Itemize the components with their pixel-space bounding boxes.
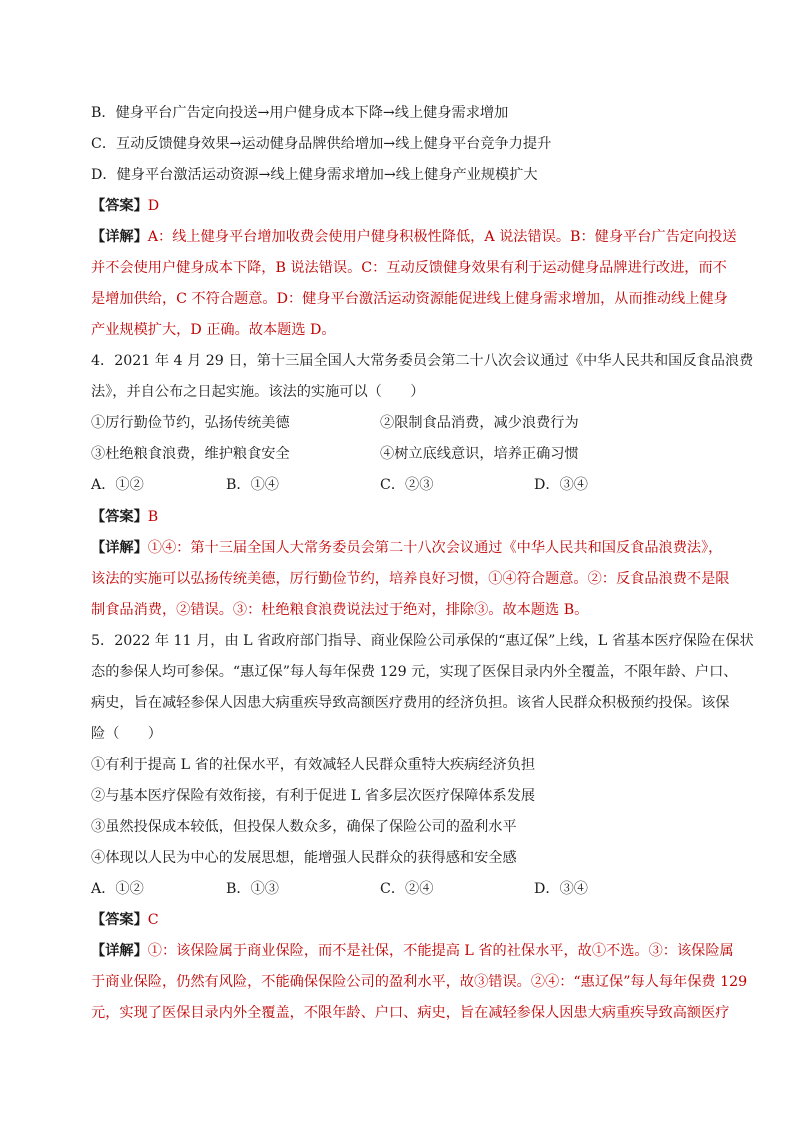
q3-answer (91, 196, 159, 216)
q5-answer (91, 910, 159, 930)
explain-text: ①④：第十三届全国人大常务委员会第二十八次会议通过《中华人民共和国反食品浪费法》， (147, 540, 723, 556)
answer-label: 【答案】 (91, 912, 148, 928)
q3-option-c: C．互动反馈健身效果→运动健身品牌供给增加→线上健身平台竞争力提升 (91, 136, 552, 152)
q5-item-3: ③虽然投保成本较低，但投保人数众多，确保了保险公司的盈利水平 (91, 819, 517, 835)
q5-explain-line: 于商业保险，仍然有风险，不能确保保险公司的盈利水平，故③错误。②④：“惠辽保”每人每年保费 129 (91, 974, 748, 990)
q3-option-b: B．健身平台广告定向投送→用户健身成本下降→线上健身需求增加 (91, 105, 509, 121)
q5-explain-line: 元，实现了医保目录内外全覆盖，不限年龄、户口、病史，旨在减轻参保人因患大病重疾导致高额医疗 (91, 1005, 730, 1021)
q3-explain-line: 是增加供给，C 不符合题意。D：健身平台激活运动资源能促进线上健身需求增加，从而推动线上健身 (91, 291, 728, 307)
explain-text: A：线上健身平台增加收费会使用户健身积极性降低，A 说法错误。B：健身平台广告定向投送 (147, 229, 737, 245)
q5-choice-b: B．①③ (226, 881, 279, 897)
q5-explain-line (91, 941, 734, 961)
q5-stem-line: 病史，旨在减轻参保人因患大病重疾导致高额医疗费用的经济负担。该省人民群众积极预约投保。该保 (91, 695, 730, 711)
answer-value: C (147, 912, 159, 928)
q4-choice-c: C．②③ (380, 477, 434, 493)
q4-stem-line: 法》，并自公布之日起实施。该法的实施可以（ ） (91, 384, 425, 400)
q4-choice-a: A．①② (91, 477, 144, 493)
q5-stem-line: 险（ ） (91, 726, 162, 742)
answer-label: 【答案】 (91, 198, 148, 214)
q4-explain-line: 制食品消费，②错误。③：杜绝粮食浪费说法过于绝对，排除③。故本题选 B。 (91, 602, 589, 618)
answer-value: B (147, 509, 159, 525)
q5-choice-a: A．①② (91, 881, 144, 897)
explain-text: ①：该保险属于商业保险，而不是社保，不能提高 L 省的社保水平，故①不选。③：该保险属 (147, 943, 734, 959)
q4-explain-line (91, 538, 722, 558)
q5-choice-d: D．③④ (534, 881, 588, 897)
q4-item-1: ①厉行勤俭节约，弘扬传统美德 (91, 415, 290, 431)
q4-explain-line: 该法的实施可以弘扬传统美德，厉行勤俭节约，培养良好习惯，①④符合题意。②：反食品浪费不是限 (91, 571, 730, 587)
q4-item-2: ②限制食品消费，减少浪费行为 (380, 415, 579, 431)
q5-item-1: ①有利于提高 L 省的社保水平，有效减轻人民群众重特大疾病经济负担 (91, 757, 536, 773)
q4-stem-line: 4．2021 年 4 月 29 日，第十三届全国人大常务委员会第二十八次会议通过《中华人民共和国反食品浪费 (91, 353, 754, 369)
q3-explain-line: 并不会使用户健身成本下降，B 说法错误。C：互动反馈健身效果有利于运动健身品牌进行改进，而不 (91, 260, 727, 276)
q4-item-3: ③杜绝粮食浪费，维护粮食安全 (91, 446, 290, 462)
q5-stem-line: 态的参保人均可参保。“惠辽保”每人每年保费 129 元，实现了医保目录内外全覆盖，不限年龄、户口、 (91, 664, 738, 680)
q3-explain-line: 产业规模扩大，D 正确。故本题选 D。 (91, 322, 336, 338)
q5-item-4: ④体现以人民为中心的发展思想，能增强人民群众的获得感和安全感 (91, 850, 517, 866)
explain-label: 【详解】 (91, 943, 148, 959)
q4-answer (91, 507, 158, 527)
answer-label: 【答案】 (91, 509, 148, 525)
explain-label: 【详解】 (91, 540, 148, 556)
q4-choice-d: D．③④ (534, 477, 588, 493)
q3-option-d: D．健身平台激活运动资源→线上健身需求增加→线上健身产业规模扩大 (91, 167, 538, 183)
q5-choice-c: C．②④ (380, 881, 434, 897)
answer-value: D (147, 198, 160, 214)
explain-label: 【详解】 (91, 229, 148, 245)
q3-explain-line (91, 227, 737, 247)
q5-item-2: ②与基本医疗保险有效衔接，有利于促进 L 省多层次医疗保障体系发展 (91, 788, 536, 804)
q5-stem-line: 5．2022 年 11 月，由 L 省政府部门指导、商业保险公司承保的“惠辽保”上线，L 省基本医疗保险在保状 (91, 633, 754, 649)
q4-item-4: ④树立底线意识，培养正确习惯 (380, 446, 579, 462)
q4-choice-b: B．①④ (226, 477, 279, 493)
